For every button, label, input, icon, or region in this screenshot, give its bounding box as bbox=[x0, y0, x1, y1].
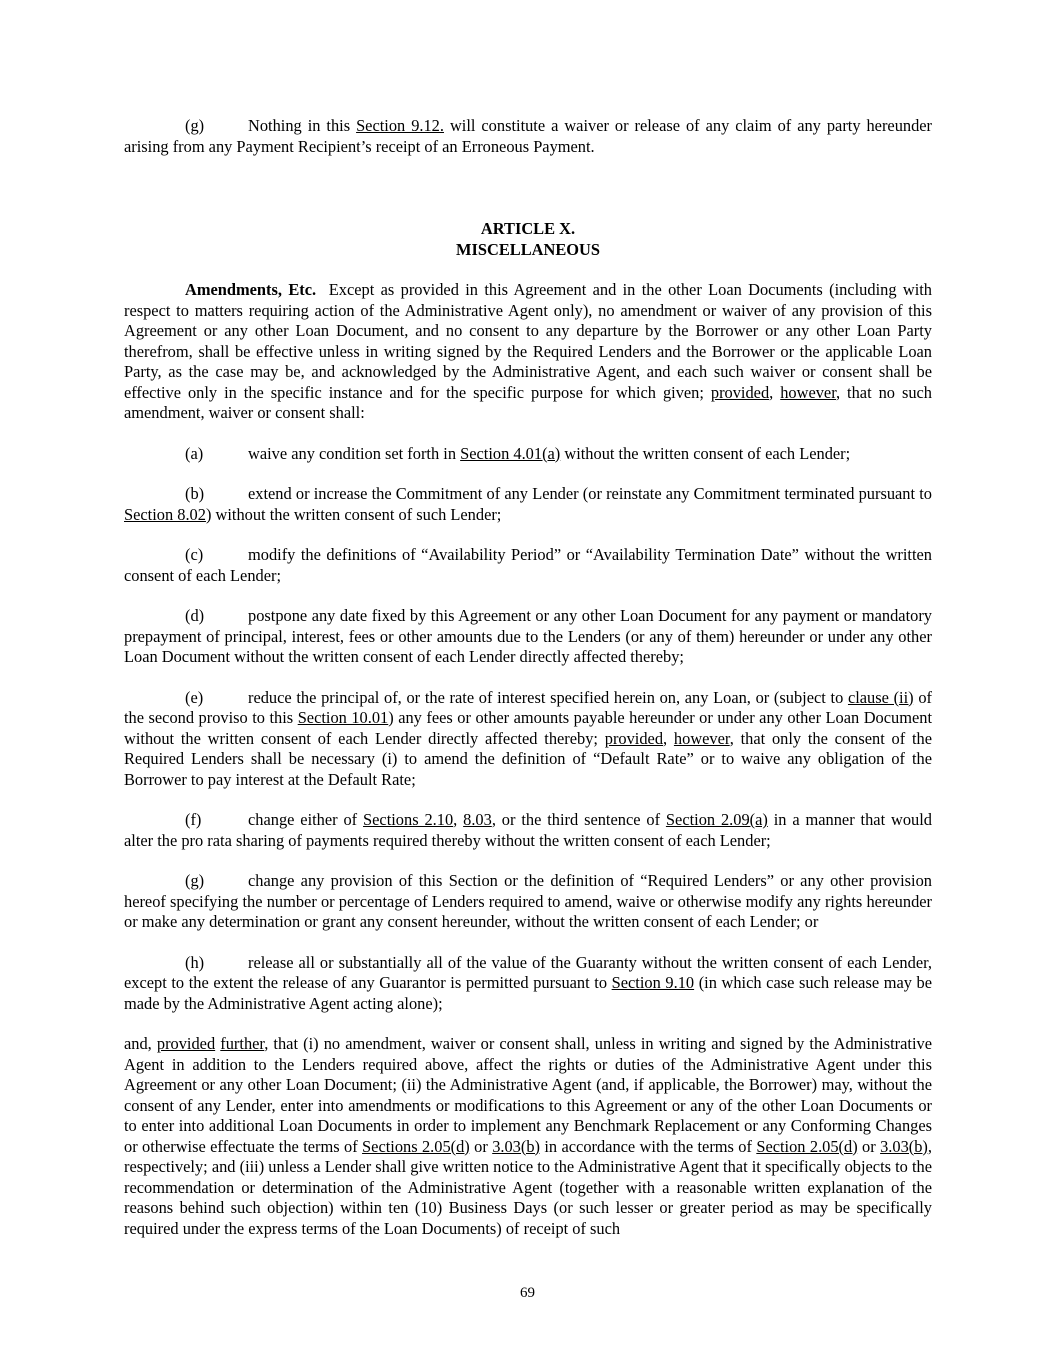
paragraph-label: (g) bbox=[185, 116, 205, 135]
section-reference: however bbox=[673, 728, 730, 748]
paragraph bbox=[124, 953, 932, 1015]
section-reference: provided bbox=[156, 1034, 216, 1053]
text-run: ) any fees or other amounts payable hereunder or under any other Loan Document without the written consent of each Lender directly affected thereby; bbox=[124, 708, 932, 748]
paragraph-label: (a) bbox=[185, 443, 204, 463]
text-run: (in which case such release may be made by the Administrative Agent acting alone); bbox=[124, 973, 932, 1013]
paragraph bbox=[124, 116, 932, 157]
paragraph-label: (d) bbox=[185, 606, 205, 625]
paragraph-label: (e) bbox=[185, 687, 204, 707]
text-run: or bbox=[469, 1136, 493, 1156]
paragraph-label: (g) bbox=[185, 871, 205, 890]
text-run: , bbox=[769, 382, 781, 402]
section-reference: 3.03(b) bbox=[492, 1136, 540, 1156]
paragraph-label: (b) bbox=[185, 484, 205, 503]
paragraph bbox=[124, 444, 932, 465]
text-run: Nothing in this bbox=[248, 116, 357, 135]
section-reference: Section 2.05(d) bbox=[756, 1136, 858, 1156]
section-reference: Section 9.10 bbox=[611, 973, 695, 992]
article-heading bbox=[124, 219, 932, 260]
paragraph bbox=[124, 1034, 932, 1239]
paragraph-label: (h) bbox=[185, 952, 205, 972]
section-reference: Sections 2.10 bbox=[363, 810, 454, 829]
text-run: , bbox=[453, 810, 464, 829]
section-reference: Sections 2.05(d) bbox=[362, 1136, 470, 1156]
text-run: change either of bbox=[248, 810, 364, 829]
text-run: or bbox=[857, 1136, 881, 1156]
text-run: release all or substantially all of the value of the Guaranty without the written consent of each Lender, except to the extent the release of any Guarantor is permitted pursuant to bbox=[124, 952, 932, 992]
page-number: 69 bbox=[520, 1285, 535, 1301]
section-reference: however bbox=[780, 382, 836, 402]
section-reference: Section 10.01 bbox=[297, 708, 389, 727]
text-run: will constitute a waiver or release of any claim of any party hereunder arising from any Payment Recipient’s receipt of an Erroneous Payment. bbox=[124, 116, 933, 156]
paragraph-label: (c) bbox=[185, 545, 204, 564]
section-reference: Section 9.12. bbox=[356, 116, 444, 135]
article-heading-line2: MISCELLANEOUS bbox=[456, 239, 600, 259]
paragraph bbox=[124, 484, 932, 525]
paragraph bbox=[124, 871, 932, 933]
text-run: , that only the consent of the Required Lenders shall be necessary (i) to amend the definition of “Default Rate” or to waive any obligation of the Borrower to pay interest at the Default Rate; bbox=[124, 728, 932, 789]
text-run: extend or increase the Commitment of any Lender (or reinstate any Commitment terminated pursuant to bbox=[248, 484, 932, 503]
text-run: ) without the written consent of such Lender; bbox=[205, 504, 502, 524]
section-reference: 8.03 bbox=[463, 810, 492, 829]
section-reference: provided bbox=[710, 382, 770, 402]
section-reference: Section 2.09(a) bbox=[665, 810, 768, 829]
text-run: in a manner that would alter the pro rata sharing of payments required thereby without the written consent of each Lender; bbox=[124, 810, 932, 850]
text-run: without the written consent of each Lender; bbox=[560, 443, 851, 463]
paragraph bbox=[124, 545, 932, 586]
paragraph bbox=[124, 606, 932, 668]
section-reference: Section 4.01(a) bbox=[460, 443, 561, 463]
section-reference: clause (ii) bbox=[847, 687, 914, 707]
text-run: reduce the principal of, or the rate of interest specified herein on, any Loan, or (subject to bbox=[248, 687, 848, 707]
intro-paragraph-container bbox=[124, 116, 932, 157]
paragraph bbox=[124, 280, 932, 424]
text-run: , that (i) no amendment, waiver or consent shall, unless in writing and signed by the Administrative Agent in addition to the Lenders required above, affect the rights or duties of the Administrative Agent under this Agreement or any other Loan Document; (ii) the Administrative Agent (and, if applicable, the Borrower) may, without the consent of any Lender, enter into amendments or modifications to this Agreement or any of the other Loan Documents or to enter into additional Loan Documents in order to implement any Benchmark Replacement or any Conforming Changes or otherwise effectuate the terms of bbox=[124, 1034, 932, 1156]
text-run: , bbox=[663, 728, 674, 748]
text-run: change any provision of this Section or the definition of “Required Lenders” or any other provision hereof specifying the number or percentage of Lenders required to amend, waive or otherwise modify any rights hereunder or make any determination or grant any consent hereunder, without the written consent of each Lender; or bbox=[124, 871, 932, 931]
paragraph bbox=[124, 688, 932, 791]
section-reference: Section 8.02 bbox=[124, 504, 206, 524]
text-run: , respectively; and (iii) unless a Lender shall give written notice to the Administrative Agent that it specifically objects to the recommendation or determination of the Administrative Agent (together with a reasonable written explanation of the reasons behind such objection) within ten (10) Business Days (or such lesser or greater period as may be specifically required under the express terms of the Loan Documents) of receipt of such bbox=[124, 1136, 932, 1238]
section-reference: 3.03(b) bbox=[880, 1136, 928, 1156]
body-paragraph-container bbox=[124, 280, 932, 1239]
paragraph-label: (f) bbox=[185, 810, 202, 829]
text-run: postpone any date fixed by this Agreement or any other Loan Document for any payment or mandatory prepayment of principal, interest, fees or other amounts due to the Lenders (or any of them) hereunder or under any other Loan Document without the written consent of each Lender directly affected thereby; bbox=[124, 606, 932, 666]
text-run: in accordance with the terms of bbox=[539, 1136, 757, 1156]
article-heading-line1: ARTICLE X. bbox=[480, 219, 576, 238]
section-reference: provided bbox=[604, 728, 664, 748]
text-run: Except as provided in this Agreement and in the other Loan Documents (including with respect to matters requiring action of the Administrative Agent only), no amendment or waiver of any provision of this Agreement or any other Loan Document, and no consent to any departure by the Borrower or any other Loan Party therefrom, shall be effective unless in writing signed by the Required Lenders and the Borrower or the applicable Loan Party, as the case may be, and acknowledged by the Administrative Agent, and each such waiver or consent shall be effective only in the specific instance and for the specific purpose for which given; bbox=[124, 280, 933, 402]
text-run: modify the definitions of “Availability Period” or “Availability Termination Date” without the written consent of each Lender; bbox=[124, 545, 932, 585]
text-run: and, bbox=[124, 1034, 157, 1053]
text-run: , that no such amendment, waiver or consent shall: bbox=[124, 382, 932, 422]
paragraph bbox=[124, 810, 932, 851]
text-run: , or the third sentence of bbox=[491, 810, 666, 829]
section-reference: further bbox=[220, 1034, 265, 1053]
text-run: of the second proviso to this bbox=[124, 687, 932, 727]
text-run: waive any condition set forth in bbox=[248, 443, 461, 463]
bold-lead-in: Amendments, Etc. bbox=[185, 280, 317, 299]
